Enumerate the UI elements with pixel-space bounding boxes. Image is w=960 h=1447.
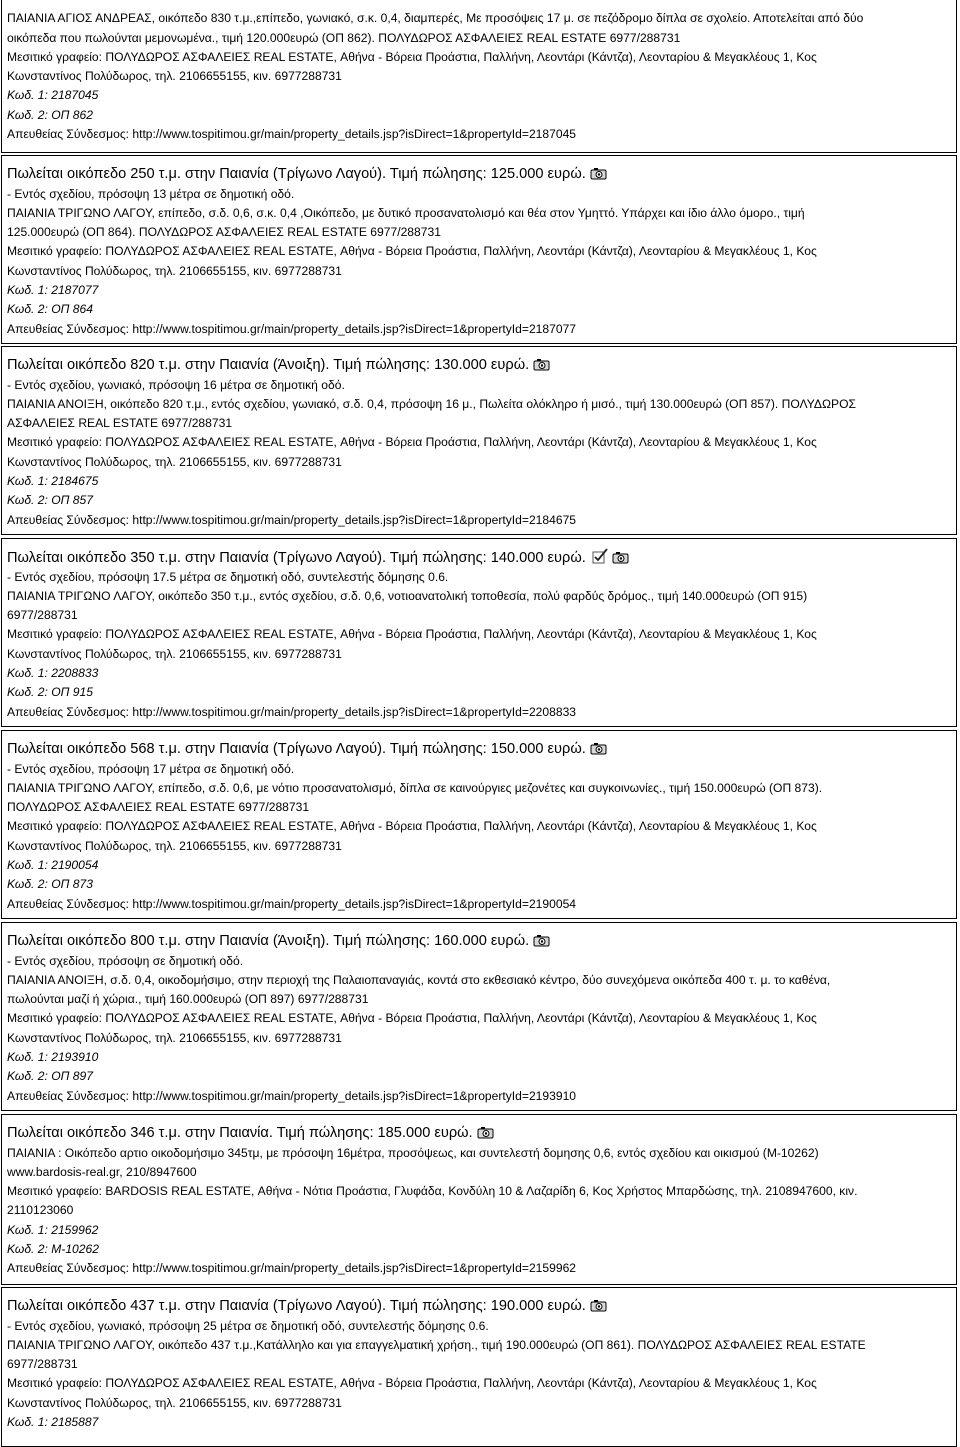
code-2: Κωδ. 2: ΟΠ 857 [7, 493, 93, 507]
agent-contact-line: Κωνσταντίνος Πολύδωρος, τηλ. 2106655155, κιν. 6977288731 [7, 264, 342, 278]
listing-card [1, 1114, 957, 1285]
camera-icon[interactable] [477, 1126, 494, 1139]
camera-icon[interactable] [533, 934, 550, 947]
agent-contact-line: 2110123060 [7, 1203, 74, 1217]
agency-line: Μεσιτικό γραφείο: ΠΟΛΥΔΩΡΟΣ ΑΣΦΑΛΕΙΕΣ REAL ESTATE, Αθήνα - Βόρεια Προάστια, Παλλήνη, Λεοντάρι (Κάντζα), Λεονταρίου & Μεγακλέους 1, Κος [7, 819, 817, 833]
code-1: Κωδ. 1: 2208833 [7, 666, 99, 680]
code-2: Κωδ. 2: ΟΠ 873 [7, 877, 93, 891]
feature-line: - Εντός σχεδίου, πρόσοψη 13 μέτρα σε δημοτική οδό. [7, 187, 295, 201]
listing-title-row [7, 165, 950, 184]
feature-line: - Εντός σχεδίου, γωνιακό, πρόσοψη 16 μέτρα σε δημοτική οδό. [7, 378, 345, 392]
code-1: Κωδ. 1: 2193910 [7, 1050, 99, 1064]
agency-line: Μεσιτικό γραφείο: ΠΟΛΥΔΩΡΟΣ ΑΣΦΑΛΕΙΕΣ REAL ESTATE, Αθήνα - Βόρεια Προάστια, Παλλήνη, Λεοντάρι (Κάντζα), Λεονταρίου & Μεγακλέους 1, Κος [7, 50, 817, 64]
agency-line: Μεσιτικό γραφείο: ΠΟΛΥΔΩΡΟΣ ΑΣΦΑΛΕΙΕΣ REAL ESTATE, Αθήνα - Βόρεια Προάστια, Παλλήνη, Λεοντάρι (Κάντζα), Λεονταρίου & Μεγακλέους 1, Κος [7, 244, 817, 258]
agent-contact-line: Κωνσταντίνος Πολύδωρος, τηλ. 2106655155, κιν. 6977288731 [7, 455, 342, 469]
listing-card [1, 730, 957, 919]
agent-contact-line: Κωνσταντίνος Πολύδωρος, τηλ. 2106655155, κιν. 6977288731 [7, 69, 342, 83]
description-line: ΠΑΙΑΝΙΑ ΑΓΙΟΣ ΑΝΔΡΕΑΣ, οικόπεδο 830 τ.μ.,επίπεδο, γωνιακό, σ.κ. 0,4, διαμπερές, Με προσόψεις 17 μ. σε πεζόδρομο δίπλα σε σχολείο. Αποτελείται από δύο [7, 11, 864, 25]
agent-contact-line: Κωνσταντίνος Πολύδωρος, τηλ. 2106655155, κιν. 6977288731 [7, 647, 342, 661]
description-line: οικόπεδα που πωλούνται μεμονωμένα., τιμή 120.000ευρώ (ΟΠ 862). ΠΟΛΥΔΩΡΟΣ ΑΣΦΑΛΕΙΕΣ REAL ESTATE 6977/288731 [7, 31, 681, 45]
listing-card [1, 346, 957, 535]
agency-line: Μεσιτικό γραφείο: ΠΟΛΥΔΩΡΟΣ ΑΣΦΑΛΕΙΕΣ REAL ESTATE, Αθήνα - Βόρεια Προάστια, Παλλήνη, Λεοντάρι (Κάντζα), Λεονταρίου & Μεγακλέους 1, Κος [7, 435, 817, 449]
listing-card [1, 538, 957, 727]
camera-icon[interactable] [590, 1299, 607, 1312]
listing-card [1, 155, 957, 344]
camera-icon[interactable] [590, 742, 607, 755]
code-2: Κωδ. 2: ΟΠ 862 [7, 108, 93, 122]
code-1: Κωδ. 1: 2187077 [7, 283, 99, 297]
description-line: ΠΑΙΑΝΙΑ ΑΝΟΙΞΗ, οικόπεδο 820 τ.μ., εντός σχεδίου, γωνιακό, σ.δ. 0,4, πρόσοψη 16 μ., Πωλείτα ολόκληρο ή μισό., τιμή 130.000ευρώ (ΟΠ 857). ΠΟΛΥΔΩΡΟΣ [7, 397, 856, 411]
code-2: Κωδ. 2: Μ-10262 [7, 1242, 99, 1256]
code-2: Κωδ. 2: ΟΠ 864 [7, 302, 93, 316]
description-line: 125.000ευρώ (ΟΠ 864). ΠΟΛΥΔΩΡΟΣ ΑΣΦΑΛΕΙΕΣ REAL ESTATE 6977/288731 [7, 225, 441, 239]
code-1: Κωδ. 1: 2187045 [7, 88, 99, 102]
listing-title-row [7, 1124, 950, 1143]
website-line: www.bardosis-real.gr, 210/8947600 [7, 1165, 197, 1179]
camera-icon[interactable] [590, 167, 607, 180]
listing-title: Πωλείται οικόπεδο 800 τ.μ. στην Παιανία (Άνοιξη). Τιμή πώλησης: 160.000 ευρώ. [7, 933, 530, 949]
listing-card [1, 1287, 957, 1447]
description-line: 6977/288731 [7, 1357, 78, 1371]
description-line: ΠΑΙΑΝΙΑ ΑΝΟΙΞΗ, σ.δ. 0,4, οικοδομήσιμο, στην περιοχή της Παλαιοπαναγιάς, κοντά στο εκθεσιακό κέντρο, δύο συνεχόμενα οικόπεδα 400 τ. μ. το καθένα, [7, 973, 831, 987]
agency-line: Μεσιτικό γραφείο: BARDOSIS REAL ESTATE, Αθήνα - Νότια Προάστια, Γλυφάδα, Κονδύλη 10 & Λαζαρίδη 6, Κος Χρήστος Μπαρδώσης, τηλ. 2108947600, κιν. [7, 1184, 858, 1198]
code-1: Κωδ. 1: 2190054 [7, 858, 99, 872]
listing-title: Πωλείται οικόπεδο 820 τ.μ. στην Παιανία (Άνοιξη). Τιμή πώλησης: 130.000 ευρώ. [7, 357, 530, 373]
code-1: Κωδ. 1: 2185887 [7, 1415, 99, 1429]
listing-title-row [7, 548, 950, 568]
description-line: ΠΑΙΑΝΙΑ ΤΡΙΓΩΝΟ ΛΑΓΟΥ, οικόπεδο 437 τ.μ.,Κατάλληλο και για επαγγελματική χρήση., τιμή 190.000ευρώ (ΟΠ 861). ΠΟΛΥΔΩΡΟΣ ΑΣΦΑΛΕΙΕΣ REAL ESTATE [7, 1338, 866, 1352]
camera-icon[interactable] [533, 358, 550, 371]
description-line: ΠΑΙΑΝΙΑ : Οικόπεδο αρτιο οικοδομήσιμο 345τμ, με πρόσοψη 16μέτρα, προσόψεως, και συντελεστή δομησης 0,6, εντός σχεδίου και οικισμού (Μ-10262) [7, 1146, 819, 1160]
description-line: ΠΟΛΥΔΩΡΟΣ ΑΣΦΑΛΕΙΕΣ REAL ESTATE 6977/288731 [7, 800, 310, 814]
description-line: ΠΑΙΑΝΙΑ ΤΡΙΓΩΝΟ ΛΑΓΟΥ, επίπεδο, σ.δ. 0,6, με νότιο προσανατολισμό, δίπλα σε καινούργιες μεζονέτες και συγκοινωνίες., τιμή 150.000ευρώ (ΟΠ 873). [7, 781, 823, 795]
direct-link[interactable]: Απευθείας Σύνδεσμος: http://www.tospitimou.gr/main/property_details.jsp?isDirect=1&propertyId=2159962 [7, 1261, 577, 1275]
listing-title: Πωλείται οικόπεδο 250 τ.μ. στην Παιανία (Τρίγωνο Λαγού). Τιμή πώλησης: 125.000 ευρώ. [7, 166, 586, 182]
description-line: ΑΣΦΑΛΕΙΕΣ REAL ESTATE 6977/288731 [7, 416, 233, 430]
listing-title-row [7, 932, 950, 951]
direct-link[interactable]: Απευθείας Σύνδεσμος: http://www.tospitimou.gr/main/property_details.jsp?isDirect=1&propertyId=2190054 [7, 897, 577, 911]
camera-icon[interactable] [612, 551, 629, 564]
code-1: Κωδ. 1: 2159962 [7, 1223, 99, 1237]
agency-line: Μεσιτικό γραφείο: ΠΟΛΥΔΩΡΟΣ ΑΣΦΑΛΕΙΕΣ REAL ESTATE, Αθήνα - Βόρεια Προάστια, Παλλήνη, Λεοντάρι (Κάντζα), Λεονταρίου & Μεγακλέους 1, Κος [7, 627, 817, 641]
description-line: ΠΑΙΑΝΙΑ ΤΡΙΓΩΝΟ ΛΑΓΟΥ, επίπεδο, σ.δ. 0,6, σ.κ. 0,4 ,Οικόπεδο, με δυτικό προσανατολισμό και θέα στον Υμηττό. Υπάρχει και ίδιο άλλο όμορο., τιμή [7, 206, 805, 220]
direct-link[interactable]: Απευθείας Σύνδεσμος: http://www.tospitimou.gr/main/property_details.jsp?isDirect=1&propertyId=2187077 [7, 322, 577, 336]
description-line: πωλούνται μαζί ή χώρια., τιμή 160.000ευρώ (ΟΠ 897) 6977/288731 [7, 992, 369, 1006]
feature-line: - Εντός σχεδίου, πρόσοψη σε δημοτική οδό. [7, 954, 244, 968]
feature-line: - Εντός σχεδίου, γωνιακό, πρόσοψη 25 μέτρα σε δημοτική οδό, συντελεστής δόμησης 0.6. [7, 1319, 489, 1333]
listing-title-row [7, 1297, 950, 1316]
feature-line: - Εντός σχεδίου, πρόσοψη 17 μέτρα σε δημοτική οδό. [7, 762, 295, 776]
listing-title: Πωλείται οικόπεδο 350 τ.μ. στην Παιανία (Τρίγωνο Λαγού). Τιμή πώλησης: 140.000 ευρώ. [7, 550, 586, 566]
listing-card [1, 0, 957, 153]
code-1: Κωδ. 1: 2184675 [7, 474, 99, 488]
agency-line: Μεσιτικό γραφείο: ΠΟΛΥΔΩΡΟΣ ΑΣΦΑΛΕΙΕΣ REAL ESTATE, Αθήνα - Βόρεια Προάστια, Παλλήνη, Λεοντάρι (Κάντζα), Λεονταρίου & Μεγακλέους 1, Κος [7, 1376, 817, 1390]
listing-card [1, 922, 957, 1111]
direct-link[interactable]: Απευθείας Σύνδεσμος: http://www.tospitimou.gr/main/property_details.jsp?isDirect=1&propertyId=2187045 [7, 127, 577, 141]
feature-line: - Εντός σχεδίου, πρόσοψη 17.5 μέτρα σε δημοτική οδό, συντελεστής δόμησης 0.6. [7, 570, 449, 584]
listing-title-row [7, 740, 950, 759]
listing-title: Πωλείται οικόπεδο 568 τ.μ. στην Παιανία (Τρίγωνο Λαγού). Τιμή πώλησης: 150.000 ευρώ. [7, 741, 586, 757]
direct-link[interactable]: Απευθείας Σύνδεσμος: http://www.tospitimou.gr/main/property_details.jsp?isDirect=1&propertyId=2208833 [7, 705, 577, 719]
listing-title-row [7, 356, 950, 375]
agency-line: Μεσιτικό γραφείο: ΠΟΛΥΔΩΡΟΣ ΑΣΦΑΛΕΙΕΣ REAL ESTATE, Αθήνα - Βόρεια Προάστια, Παλλήνη, Λεοντάρι (Κάντζα), Λεονταρίου & Μεγακλέους 1, Κος [7, 1011, 817, 1025]
agent-contact-line: Κωνσταντίνος Πολύδωρος, τηλ. 2106655155, κιν. 6977288731 [7, 839, 342, 853]
listing-title: Πωλείται οικόπεδο 437 τ.μ. στην Παιανία (Τρίγωνο Λαγού). Τιμή πώλησης: 190.000 ευρώ. [7, 1298, 586, 1314]
agent-contact-line: Κωνσταντίνος Πολύδωρος, τηλ. 2106655155, κιν. 6977288731 [7, 1031, 342, 1045]
direct-link[interactable]: Απευθείας Σύνδεσμος: http://www.tospitimou.gr/main/property_details.jsp?isDirect=1&propertyId=2184675 [7, 513, 577, 527]
agent-contact-line: Κωνσταντίνος Πολύδωρος, τηλ. 2106655155, κιν. 6977288731 [7, 1396, 342, 1410]
description-line: ΠΑΙΑΝΙΑ ΤΡΙΓΩΝΟ ΛΑΓΟΥ, οικόπεδο 350 τ.μ., εντός σχεδίου, σ.δ. 0,6, νοτιοανατολική τοποθεσία, πολύ φαρδύς δρόμος., τιμή 140.000ευρώ (ΟΠ 915) [7, 589, 808, 603]
listing-title: Πωλείται οικόπεδο 346 τ.μ. στην Παιανία. Τιμή πώλησης: 185.000 ευρώ. [7, 1125, 473, 1141]
description-line: 6977/288731 [7, 608, 78, 622]
code-2: Κωδ. 2: ΟΠ 897 [7, 1069, 93, 1083]
code-2: Κωδ. 2: ΟΠ 915 [7, 685, 93, 699]
checkbox-checked-icon [592, 548, 608, 564]
direct-link[interactable]: Απευθείας Σύνδεσμος: http://www.tospitimou.gr/main/property_details.jsp?isDirect=1&propertyId=2193910 [7, 1089, 577, 1103]
